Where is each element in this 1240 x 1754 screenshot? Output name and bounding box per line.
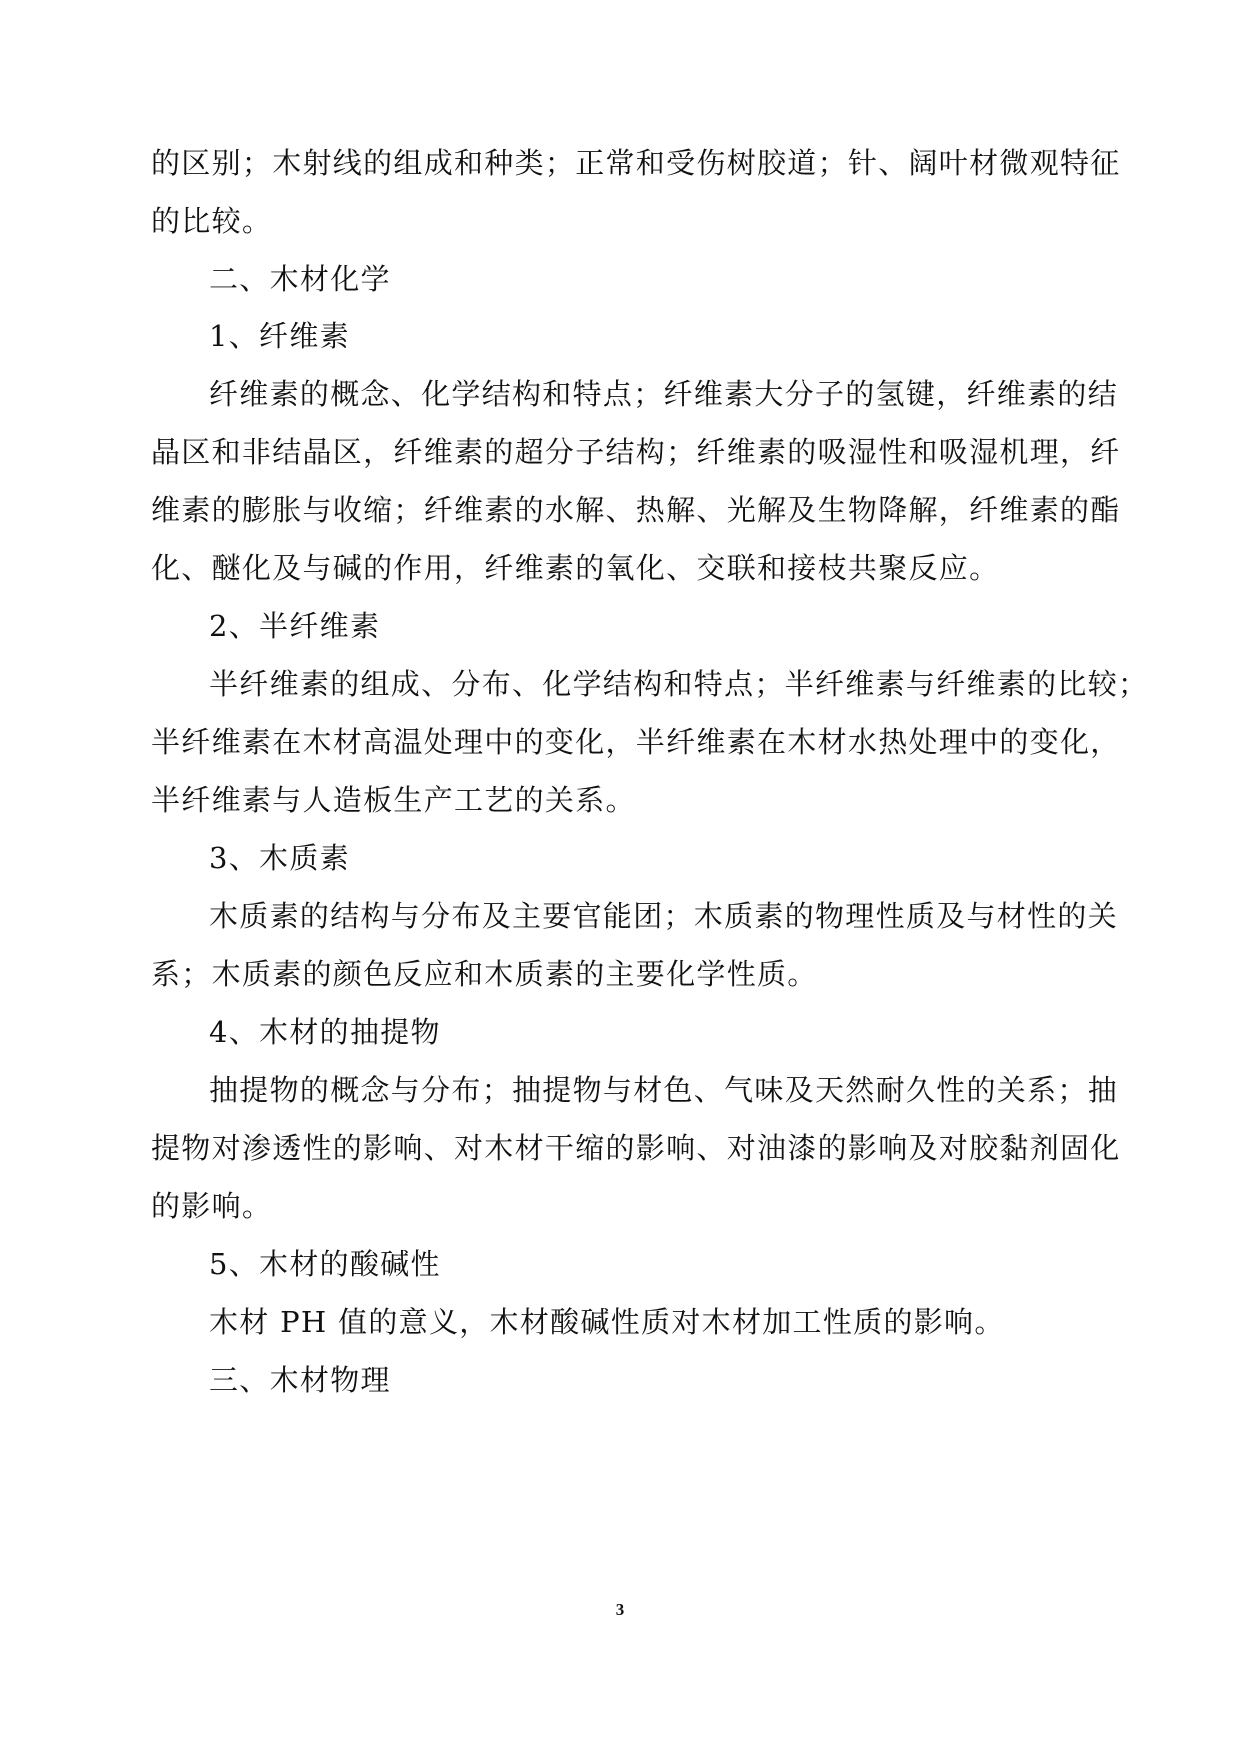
subsection-heading: 1、纤维素: [209, 319, 350, 353]
paragraph-line: 抽提物的概念与分布；抽提物与材色、气味及天然耐久性的关系；抽: [209, 1073, 1119, 1107]
paragraph-line: 木质素的结构与分布及主要官能团；木质素的物理性质及与材性的关: [209, 899, 1119, 933]
paragraph-line: 提物对渗透性的影响、对木材干缩的影响、对油漆的影响及对胶黏剂固化: [151, 1131, 1121, 1165]
paragraph-line: 的区别；木射线的组成和种类；正常和受伤树胶道；针、阔叶材微观特征: [151, 146, 1121, 180]
paragraph-line: 的影响。: [151, 1189, 273, 1223]
paragraph-line: 木材 PH 值的意义，木材酸碱性质对木材加工性质的影响。: [209, 1305, 1005, 1339]
page-number: 3: [615, 1600, 625, 1619]
paragraph-line: 维素的膨胀与收缩；纤维素的水解、热解、光解及生物降解，纤维素的酯: [151, 493, 1121, 527]
section-heading: 二、木材化学: [209, 262, 391, 296]
paragraph-line: 半纤维素在木材高温处理中的变化，半纤维素在木材水热处理中的变化，: [151, 725, 1121, 759]
paragraph-line: 纤维素的概念、化学结构和特点；纤维素大分子的氢键，纤维素的结: [209, 377, 1119, 411]
paragraph-line: 的比较。: [151, 204, 273, 238]
subsection-heading: 3、木质素: [209, 841, 350, 875]
subsection-heading: 5、木材的酸碱性: [209, 1247, 441, 1281]
paragraph-line: 半纤维素与人造板生产工艺的关系。: [151, 783, 636, 817]
subsection-heading: 4、木材的抽提物: [209, 1015, 441, 1049]
paragraph-line: 化、醚化及与碱的作用，纤维素的氧化、交联和接枝共聚反应。: [151, 551, 1000, 585]
paragraph-line: 半纤维素的组成、分布、化学结构和特点；半纤维素与纤维素的比较；: [209, 667, 1149, 701]
paragraph-line: 晶区和非结晶区，纤维素的超分子结构；纤维素的吸湿性和吸湿机理，纤: [151, 435, 1121, 469]
subsection-heading: 2、半纤维素: [209, 609, 381, 643]
paragraph-line: 系；木质素的颜色反应和木质素的主要化学性质。: [151, 957, 818, 991]
section-heading: 三、木材物理: [209, 1363, 391, 1397]
